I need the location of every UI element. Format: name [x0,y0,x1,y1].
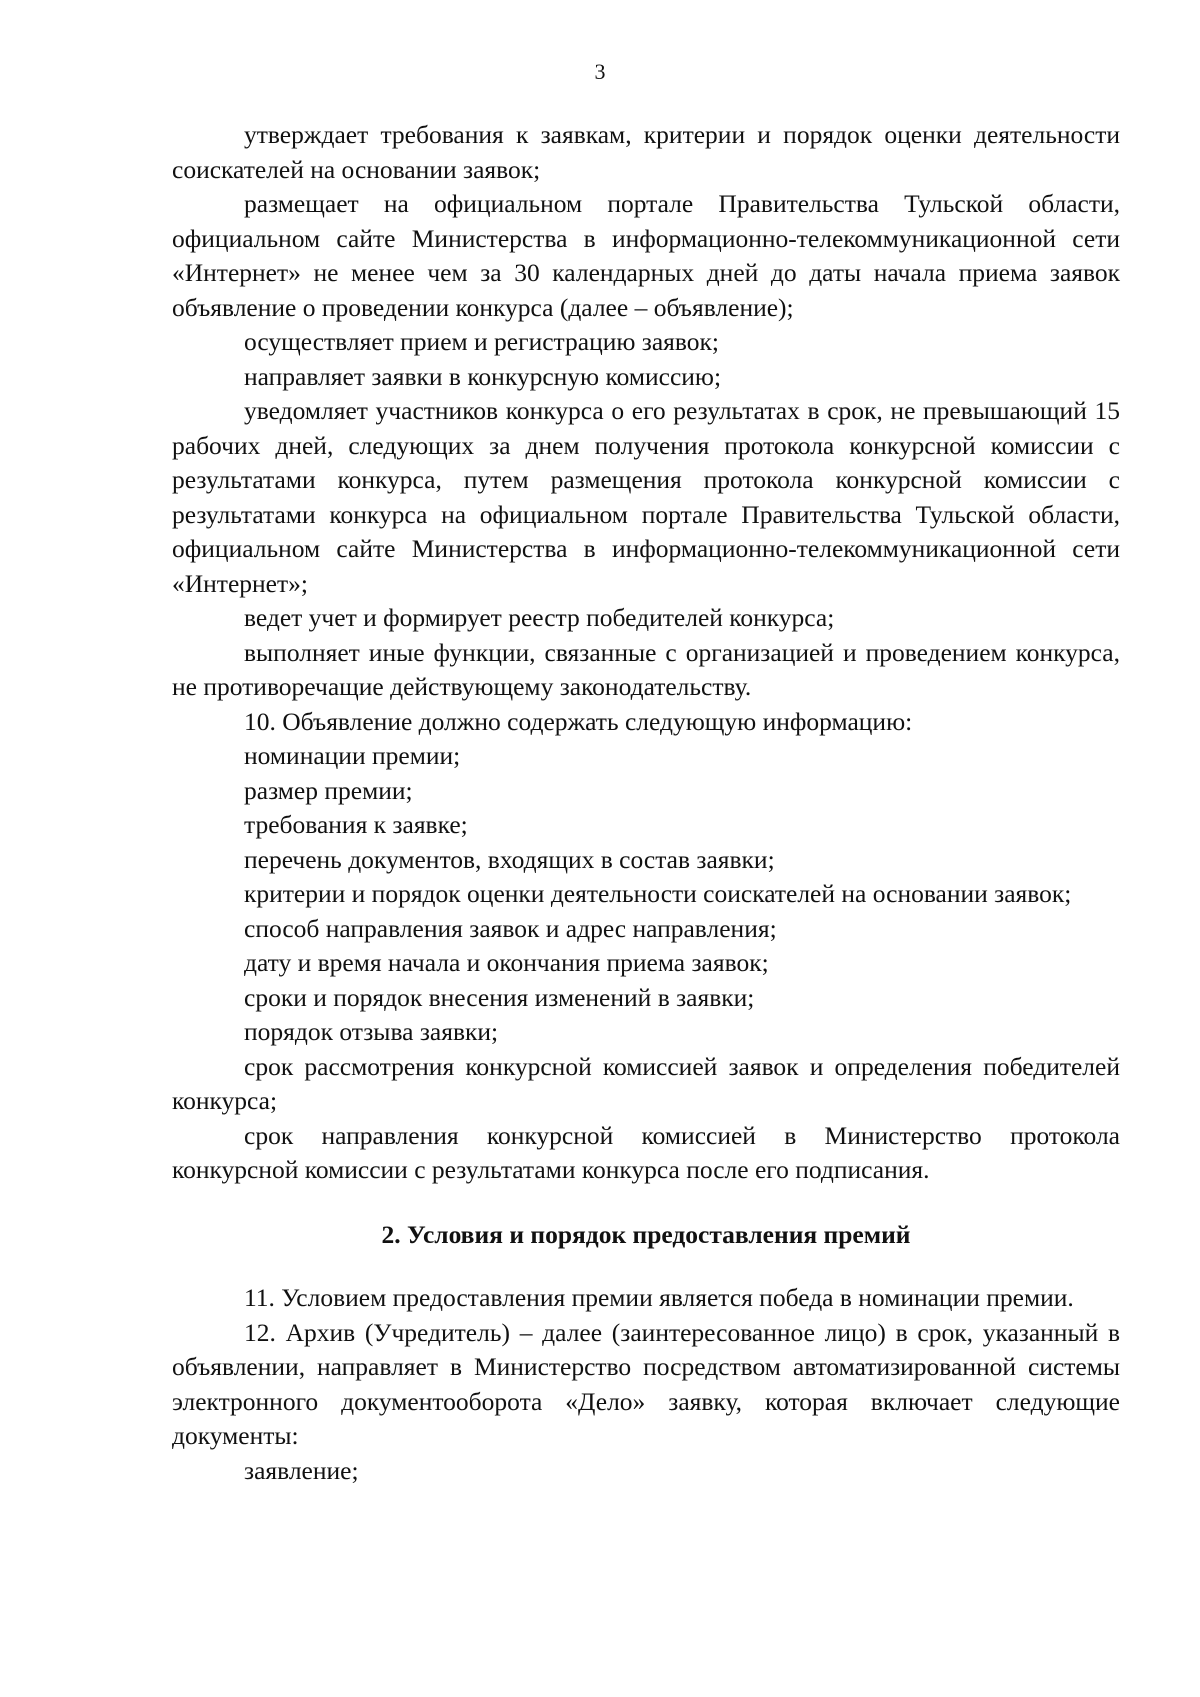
paragraph: размещает на официальном портале Правительства Тульской области, официальном сайте Министерства в информационно-телекоммуникационной сети «Интернет» не менее чем за 30 календарных дней до даты начала приема заявок объявление о проведении конкурса (далее – объявление); [172,189,1120,322]
paragraph: 11. Условием предоставления премии является победа в номинации премии. [244,1283,1074,1312]
section-heading: 2. Условия и порядок предоставления премий [381,1219,911,1249]
list-item: требования к заявке; [244,810,468,839]
list-item: заявление; [244,1455,359,1485]
paragraph: уведомляет участников конкурса о его результатах в срок, не превышающий 15 рабочих дней, следующих за днем получения протокола конкурсной комиссии с результатами конкурса, путем размещения протокола конкурсной комиссии с результатами конкурса на официальном портале Правительства Тульской области, официальном сайте Министерства в информационно-телекоммуникационной сети «Интернет»; [172,396,1120,598]
paragraph: ведет учет и формирует реестр победителей конкурса; [244,603,835,632]
list-item: способ направления заявок и адрес направления; [244,913,777,943]
list-item: срок рассмотрения конкурсной комиссией заявок и определения победителей конкурса; [172,1051,1120,1115]
page-number: 3 [594,59,606,84]
list-item: срок направления конкурсной комиссией в Министерство протокола конкурсной комиссии с результатами конкурса после его подписания. [172,1120,1120,1184]
list-item: дату и время начала и окончания приема заявок; [244,948,769,977]
list-item: критерии и порядок оценки деятельности соискателей на основании заявок; [244,879,1072,908]
list-item: размер премии; [244,775,413,805]
paragraph: направляет заявки в конкурсную комиссию; [244,361,722,391]
paragraph: 10. Объявление должно содержать следующую информацию: [244,706,913,736]
paragraph: выполняет иные функции, связанные с организацией и проведением конкурса, не противоречащие действующему законодательству. [172,637,1120,701]
paragraph: 12. Архив (Учредитель) – далее (заинтересованное лицо) в срок, указанный в объявлении, направляет в Министерство посредством автоматизированной системы электронного документооборота «Дело» заявку, которая включает следующие документы: [172,1317,1120,1450]
list-item: порядок отзыва заявки; [244,1017,499,1046]
paragraph: осуществляет прием и регистрацию заявок; [244,327,719,356]
document-body [172,118,1120,1488]
list-item: сроки и порядок внесения изменений в заявки; [244,982,755,1012]
paragraph: утверждает требования к заявкам, критерии и порядок оценки деятельности соискателей на основании заявок; [172,120,1120,184]
list-item: номинации премии; [244,741,461,770]
list-item: перечень документов, входящих в состав заявки; [244,844,775,874]
